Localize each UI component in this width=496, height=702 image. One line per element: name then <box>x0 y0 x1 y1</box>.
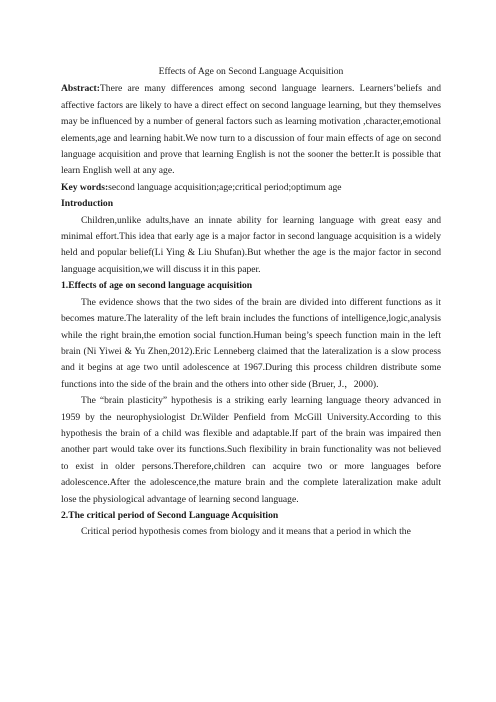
section-1-paragraph-2: The “brain plasticity” hypothesis is a striking early learning language theory advanced in 1959 by the neurophysiologist Dr.Wilder Penfield from McGill University.According to this hypothesis the brain of a child was flexible and adaptable.If part of the brain was impaired then another part would take over its functions.Such flexibility in brain functionality was not believed to exist in older persons.Therefore,children can acquire two or more languages before adolescence.After the adolescence,the mature brain and the complete lateralization make adult lose the physiological advantage of learning second language. <box>61 395 441 505</box>
introduction-heading: Introduction <box>61 198 114 210</box>
abstract-label: Abstract: <box>61 83 100 95</box>
section-1-heading: 1.Effects of age on second language acquisition <box>61 280 253 292</box>
section-2-heading: 2.The critical period of Second Language Acquisition <box>61 509 279 521</box>
section-1-paragraph-1: The evidence shows that the two sides of the brain are divided into different functions as it becomes mature.The laterality of the left brain includes the functions of intelligence,logic,analysis while the right brain,the emotion social function.Human being’s speech function main in the left brain (Ni Yiwei & Yu Zhen,2012).Eric Lenneberg claimed that the lateralization is a slow process and it begins at age two until adolescence at 1967.During this process children distribute some functions into the side of the brain and the others into other side (Bruer, J.，2000). <box>61 296 441 390</box>
abstract-text: There are many differences among second language learners. Learners’beliefs and affective factors are likely to have a direct effect on second language learning, but they themselves may be influenced by a number of general factors such as learning motivation ,character,emotional elements,age and learning habit.We now turn to a discussion of four main effects of age on second language acquisition and prove that learning English is not the sooner the better.It is possible that learn English well at any age. <box>61 83 441 177</box>
keywords-text: second language acquisition;age;critical period;optimum age <box>108 181 342 193</box>
section-2-paragraph-1: Critical period hypothesis comes from biology and it means that a period in which the <box>81 526 411 538</box>
abstract-paragraph <box>61 81 441 179</box>
keywords-paragraph <box>61 180 441 196</box>
introduction-paragraph: Children,unlike adults,have an innate ability for learning language with great easy and minimal effort.This idea that early age is a major factor in second language acquisition is a widely held and popular belief(Li Ying & Liu Shufan).But whether the age is the major factor in second language acquisition,we will discuss it in this paper. <box>61 214 441 275</box>
keywords-label: Key words: <box>61 181 109 193</box>
page-title: Effects of Age on Second Language Acquisition <box>158 66 344 77</box>
